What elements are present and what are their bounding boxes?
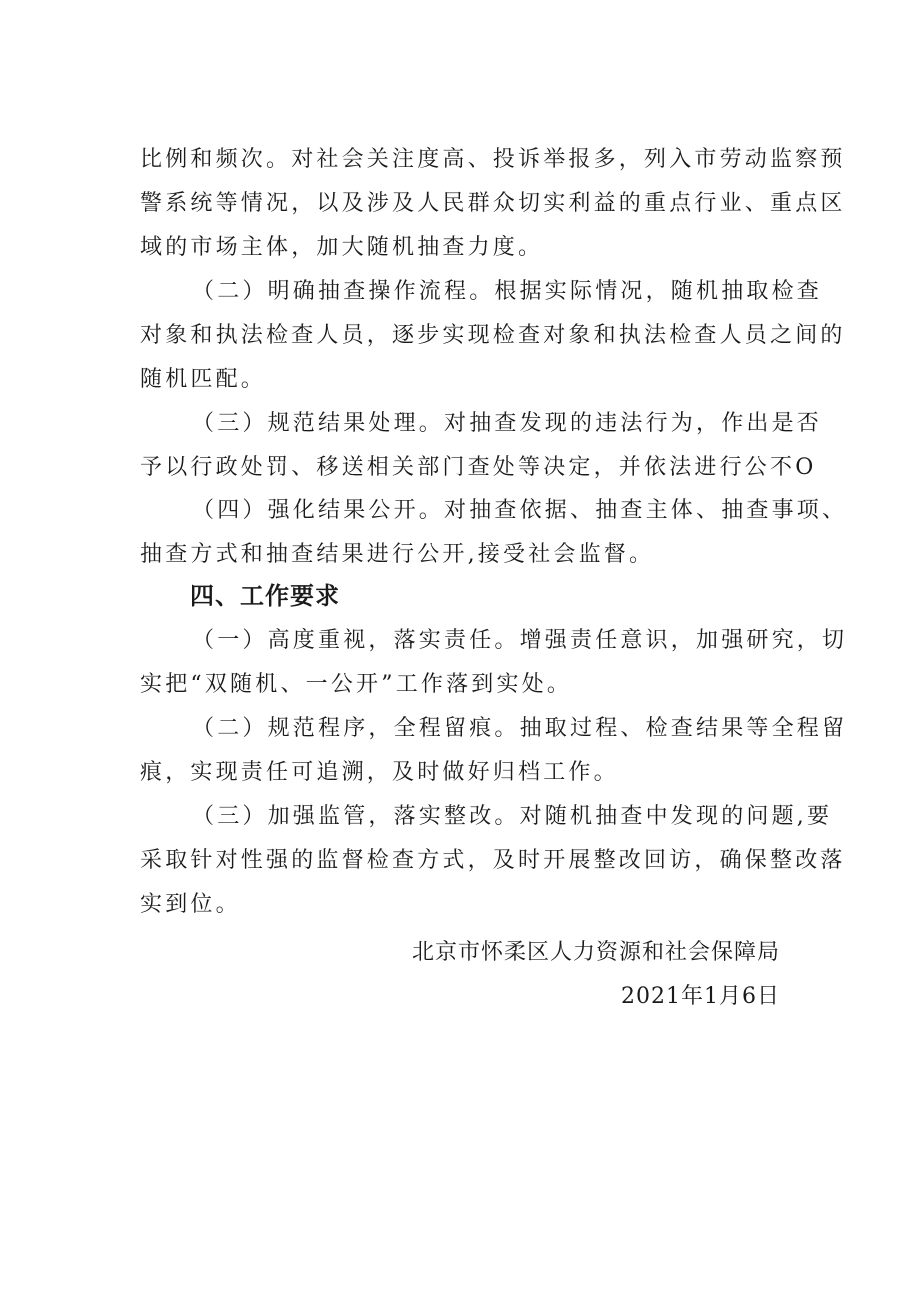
paragraph-2-line-1: （二）明确抽查操作流程。根据实际情况，随机抽取检查 — [192, 279, 823, 304]
requirement-1-line-1: （一）高度重视，落实责任。增强责任意识，加强研究，切 — [192, 628, 848, 653]
signature-organization: 北京市怀柔区人力资源和社会保障局 — [411, 940, 780, 965]
paragraph-4-line-1: （四）强化结果公开。对抽查依据、抽查主体、抽查事项、 — [192, 498, 848, 523]
paragraph-1-line-1: 比例和频次。对社会关注度高、投诉举报多，列入市劳动监察预 — [140, 147, 846, 172]
requirement-2-line-2: 痕，实现责任可追溯，及时做好归档工作。 — [140, 760, 619, 785]
paragraph-4-line-2: 抽查方式和抽查结果进行公开,接受社会监督。 — [140, 542, 655, 567]
paragraph-1-line-3: 域的市场主体，加大随机抽查力度。 — [140, 235, 544, 260]
requirement-3-line-1: （三）加强监管，落实整改。对随机抽查中发现的问题,要 — [192, 804, 833, 829]
requirement-3-line-3: 实到位。 — [140, 892, 241, 917]
paragraph-2-line-3: 随机匹配。 — [140, 367, 267, 392]
section-heading: 四、工作要求 — [190, 582, 340, 610]
paragraph-1-line-2: 警系统等情况，以及涉及人民群众切实利益的重点行业、重点区 — [140, 191, 846, 216]
requirement-2-line-1: （二）规范程序，全程留痕。抽取过程、检查结果等全程留 — [192, 716, 848, 741]
requirement-1-line-2: 实把“双随机、一公开”工作落到实处。 — [140, 672, 573, 697]
paragraph-3-line-2: 予以行政处罚、移送相关部门查处等决定，并依法进行公不O — [140, 455, 817, 480]
paragraph-3-line-1: （三）规范结果处理。对抽查发现的违法行为，作出是否 — [192, 411, 823, 436]
requirement-3-line-2: 采取针对性强的监督检查方式，及时开展整改回访，确保整改落 — [140, 848, 846, 873]
paragraph-2-line-2: 对象和执法检查人员，逐步实现检查对象和执法检查人员之间的 — [140, 323, 846, 348]
signature-date: 2021年1月6日 — [621, 984, 780, 1009]
